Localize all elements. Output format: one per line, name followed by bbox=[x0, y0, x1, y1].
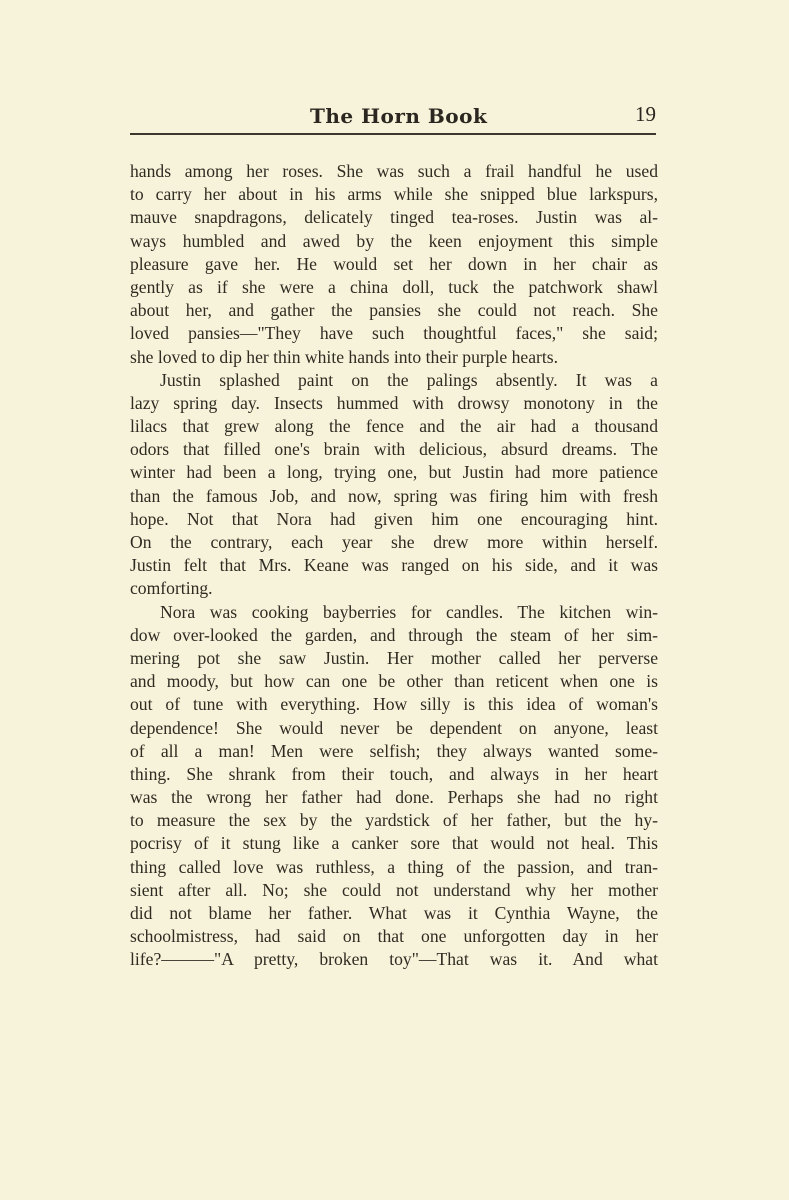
text-line: thing called love was ruthless, a thing of the passion, and tran- bbox=[130, 856, 658, 877]
text-line: mering pot she saw Justin. Her mother called her perverse bbox=[130, 647, 658, 668]
text-line: thing. She shrank from their touch, and always in her heart bbox=[130, 763, 658, 784]
page-number: 19 bbox=[635, 102, 656, 126]
text-line: dependence! She would never be dependent on anyone, least bbox=[130, 717, 658, 738]
text-line: life?———"A pretty, broken toy"—That was it. And what bbox=[130, 949, 658, 970]
body-text bbox=[130, 160, 658, 972]
text-line: schoolmistress, had said on that one unforgotten day in her bbox=[130, 926, 658, 947]
text-line: of all a man! Men were selfish; they always wanted some- bbox=[130, 740, 658, 761]
text-line: mauve snapdragons, delicately tinged tea-roses. Justin was al- bbox=[130, 207, 658, 228]
text-line: to carry her about in his arms while she snipped blue larkspurs, bbox=[130, 184, 658, 205]
text-line: loved pansies—"They have such thoughtful faces," she said; bbox=[130, 323, 658, 344]
text-line: Justin splashed paint on the palings absently. It was a bbox=[160, 369, 658, 390]
text-line: was the wrong her father had done. Perhaps she had no right bbox=[130, 787, 658, 808]
text-line: ways humbled and awed by the keen enjoyment this simple bbox=[130, 230, 658, 251]
text-line: than the famous Job, and now, spring was firing him with fresh bbox=[130, 485, 658, 506]
text-line: On the contrary, each year she drew more within herself. bbox=[130, 532, 658, 552]
text-line: dow over-looked the garden, and through the steam of her sim- bbox=[130, 624, 658, 645]
text-line: comforting. bbox=[130, 578, 213, 599]
text-line: to measure the sex by the yardstick of her father, but the hy- bbox=[130, 810, 658, 831]
page-header bbox=[130, 100, 656, 132]
text-line: pleasure gave her. He would set her down in her chair as bbox=[130, 253, 658, 274]
text-line: winter had been a long, trying one, but Justin had more patience bbox=[130, 462, 658, 483]
text-line: did not blame her father. What was it Cynthia Wayne, the bbox=[130, 903, 658, 923]
text-line: hands among her roses. She was such a frail handful he used bbox=[130, 161, 658, 181]
text-line: sient after all. No; she could not understand why her mother bbox=[130, 879, 658, 900]
running-title: The Horn Book bbox=[310, 104, 488, 128]
text-line: Nora was cooking bayberries for candles. The kitchen win- bbox=[160, 601, 658, 622]
header-rule bbox=[130, 133, 656, 135]
text-line: hope. Not that Nora had given him one encouraging hint. bbox=[130, 508, 658, 529]
text-line: gently as if she were a china doll, tuck the patchwork shawl bbox=[130, 276, 658, 297]
text-line: lazy spring day. Insects hummed with drowsy monotony in the bbox=[130, 392, 658, 413]
text-line: pocrisy of it stung like a canker sore that would not heal. This bbox=[130, 833, 658, 854]
text-line: and moody, but how can one be other than reticent when one is bbox=[130, 671, 658, 692]
text-line: out of tune with everything. How silly is this idea of woman's bbox=[130, 694, 658, 715]
text-line: odors that filled one's brain with delicious, absurd dreams. The bbox=[130, 439, 658, 460]
text-line: about her, and gather the pansies she could not reach. She bbox=[130, 300, 658, 321]
text-line: she loved to dip her thin white hands into their purple hearts. bbox=[130, 346, 559, 367]
text-line: lilacs that grew along the fence and the air had a thousand bbox=[130, 416, 658, 437]
text-line: Justin felt that Mrs. Keane was ranged on his side, and it was bbox=[130, 555, 658, 576]
